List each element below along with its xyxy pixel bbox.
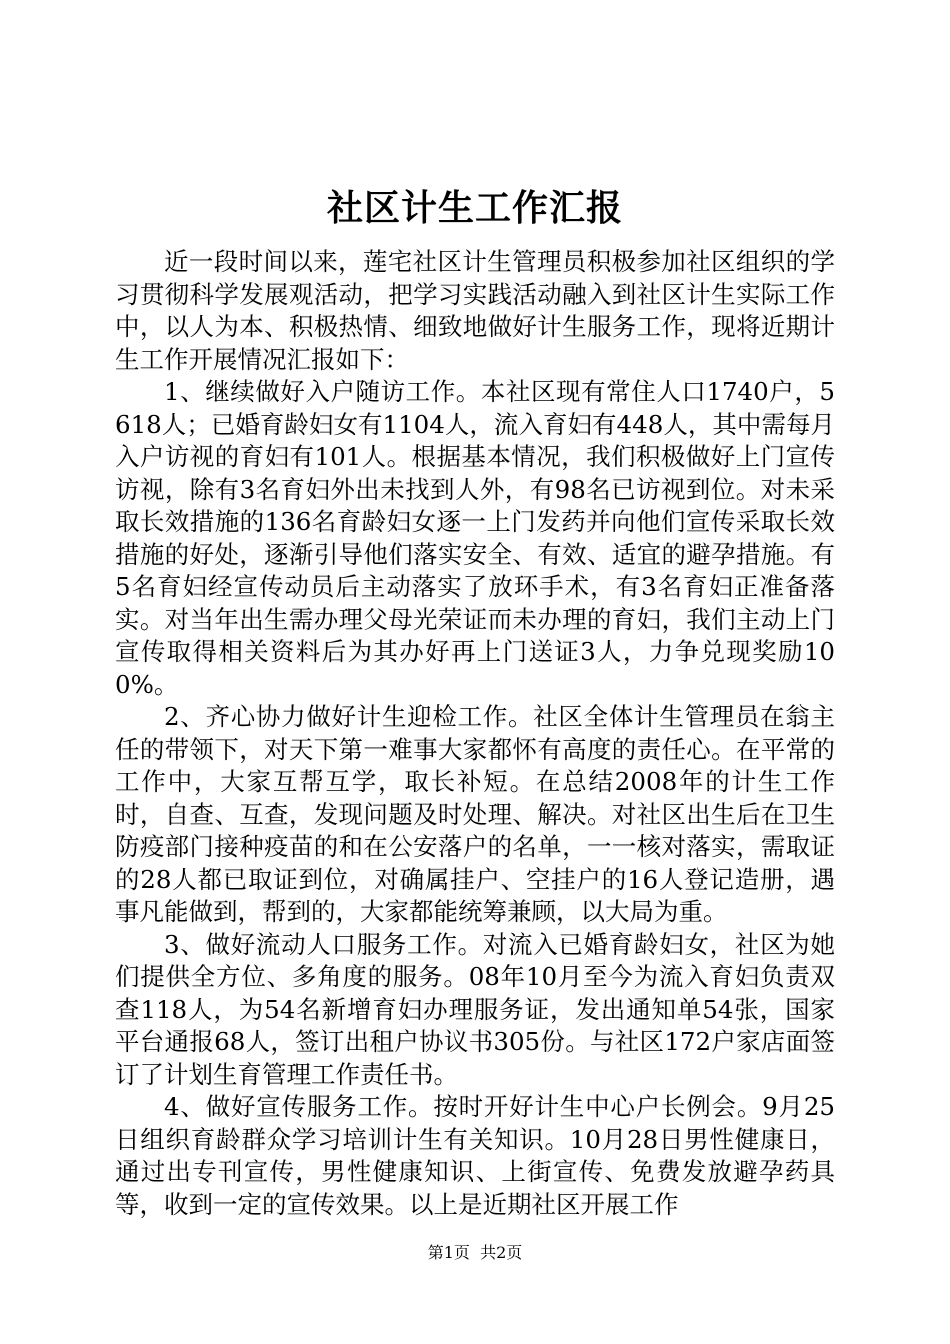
page-number: 第1页 共2页: [427, 1243, 523, 1262]
paragraph-item-4: 4、做好宣传服务工作。按时开好计生中心户长例会。9月25日组织育龄群众学习培训计生有关知识。10月28日男性健康日，通过出专刊宣传，男性健康知识、上街宣传、免费发放避孕药具等，收到一定的宣传效果。以上是近期社区开展工作: [115, 1092, 835, 1219]
document-title: 社区计生工作汇报: [326, 187, 623, 229]
paragraph-item-3: 3、做好流动人口服务工作。对流入已婚育龄妇女，社区为她们提供全方位、多角度的服务。08年10月至今为流入育妇负责双查118人，为54名新增育妇办理服务证，发出通知单54张，国家平台通报68人，签订出租户协议书305份。与社区172户家店面签订了计划生育管理工作责任书。: [115, 929, 835, 1089]
page-footer: [0, 1243, 950, 1263]
document-body: [115, 246, 835, 1221]
paragraph-intro: 近一段时间以来，莲宅社区计生管理员积极参加社区组织的学习贯彻科学发展观活动，把学习实践活动融入到社区计生实际工作中，以人为本、积极热情、细致地做好计生服务工作，现将近期计生工作开展情况汇报如下：: [115, 247, 835, 374]
paragraph-item-2: 2、齐心协力做好计生迎检工作。社区全体计生管理员在翁主任的带领下，对天下第一难事大家都怀有高度的责任心。在平常的工作中，大家互帮互学，取长补短。在总结2008年的计生工作时，自查、互查，发现问题及时处理、解决。对社区出生后在卫生防疫部门接种疫苗的和在公安落户的名单，一一核对落实，需取证的28人都已取证到位，对确属挂户、空挂户的16人登记造册，遇事凡能做到，帮到的，大家都能统筹兼顾，以大局为重。: [115, 702, 835, 926]
paragraph-item-1: 1、继续做好入户随访工作。本社区现有常住人口1740户，5618人；已婚育龄妇女有1104人，流入育妇有448人，其中需每月入户访视的育妇有101人。根据基本情况，我们积极做好上门宣传访视，除有3名育妇外出未找到人外，有98名已访视到位。对未采取长效措施的136名育龄妇女逐一上门发药并向他们宣传采取长效措施的好处，逐渐引导他们落实安全、有效、适宜的避孕措施。有5名育妇经宣传动员后主动落实了放环手术，有3名育妇正准备落实。对当年出生需办理父母光荣证而未办理的育妇，我们主动上门宣传取得相关资料后为其办好再上门送证3人，力争兑现奖励100%。: [115, 377, 835, 699]
